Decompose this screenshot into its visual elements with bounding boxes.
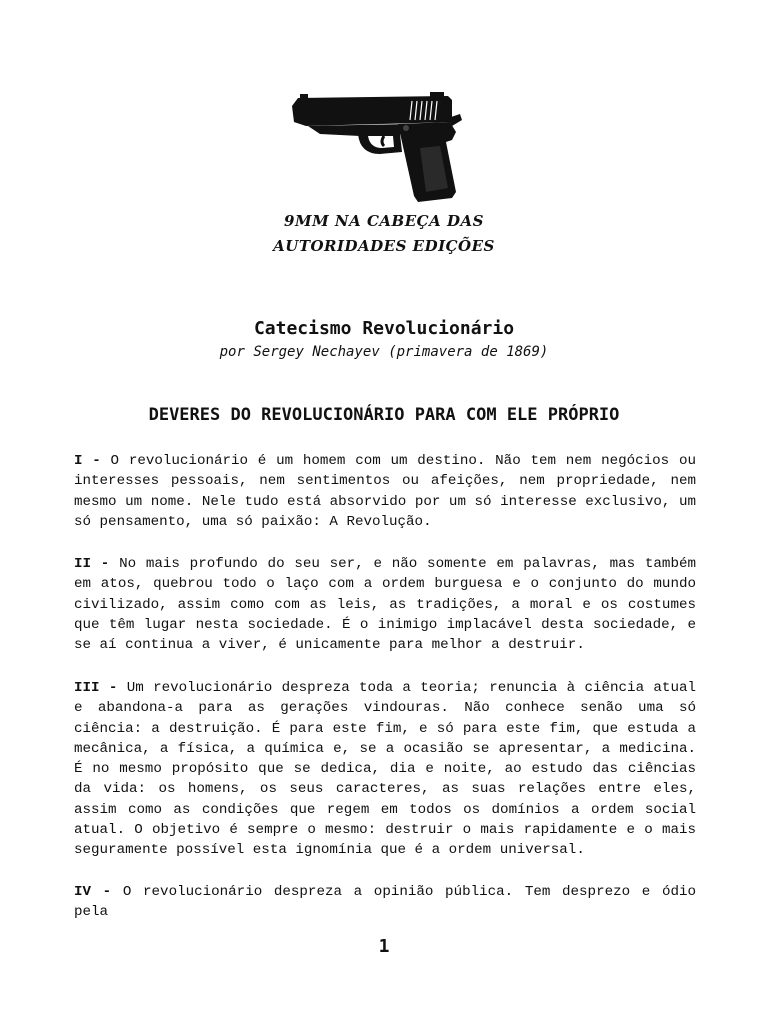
paragraph-number: IV - (74, 884, 112, 900)
document-subtitle: por Sergey Nechayev (primavera de 1869) (219, 344, 549, 360)
paragraph-number: III - (74, 680, 118, 696)
paragraph (74, 678, 696, 861)
section-heading: DEVERES DO REVOLUCIONÁRIO PARA COM ELE PRÓPRIO (148, 405, 620, 425)
paragraph (74, 451, 696, 532)
paragraph-text: Um revolucionário despreza toda a teoria; renuncia à ciência atual e abandona-a para as gerações vindouras. Não conhece senão uma só ciência: a destruição. É para este fim, e só para este fim, que estuda a mecânica, a física, a química e, se a ocasião se apresentar, a medicina. É no mesmo propósito que se dedica, dia e noite, ao estudo das ciências da vida: os homens, os seus caracteres, as suas relações entre eles, assim como as condições que regem em todos os domínios a ordem social atual. O objetivo é sempre o mesmo: destruir o mais rapidamente e o mais seguramente possível esta ignomínia que é a ordem universal. (74, 680, 696, 859)
page-number: 1 (378, 936, 390, 957)
paragraph-text: O revolucionário despreza a opinião pública. Tem desprezo e ódio pela (74, 884, 696, 921)
paragraph-number: I - (74, 453, 101, 469)
paragraph-text: No mais profundo do seu ser, e não somente em palavras, mas também em atos, quebrou todo o laço com a ordem burguesa e o conjunto do mundo civilizado, assim como com as leis, as tradições, a moral e os costumes que têm lugar nesta sociedade. É o inimigo implacável desta sociedade, e se aí continua a viver, é unicamente para melhor a destruir. (74, 556, 696, 654)
paragraph (74, 554, 696, 655)
paragraph (74, 882, 696, 923)
paragraph-text: O revolucionário é um homem com um destino. Não tem nem negócios ou interesses pessoais, nem sentimentos ou afeições, nem propriedade, nem mesmo um nome. Nele tudo está absorvido por um só interesse exclusivo, um só pensamento, uma só paixão: A Revolução. (74, 453, 696, 530)
document-title: Catecismo Revolucionário (253, 318, 515, 339)
paragraph-number: II - (74, 556, 110, 572)
publisher-name-line1: 9MM NA CABEÇA DAS (284, 212, 484, 230)
pistol-icon (280, 88, 470, 208)
publisher-name-line2: AUTORIDADES EDIÇÕES (273, 237, 495, 255)
